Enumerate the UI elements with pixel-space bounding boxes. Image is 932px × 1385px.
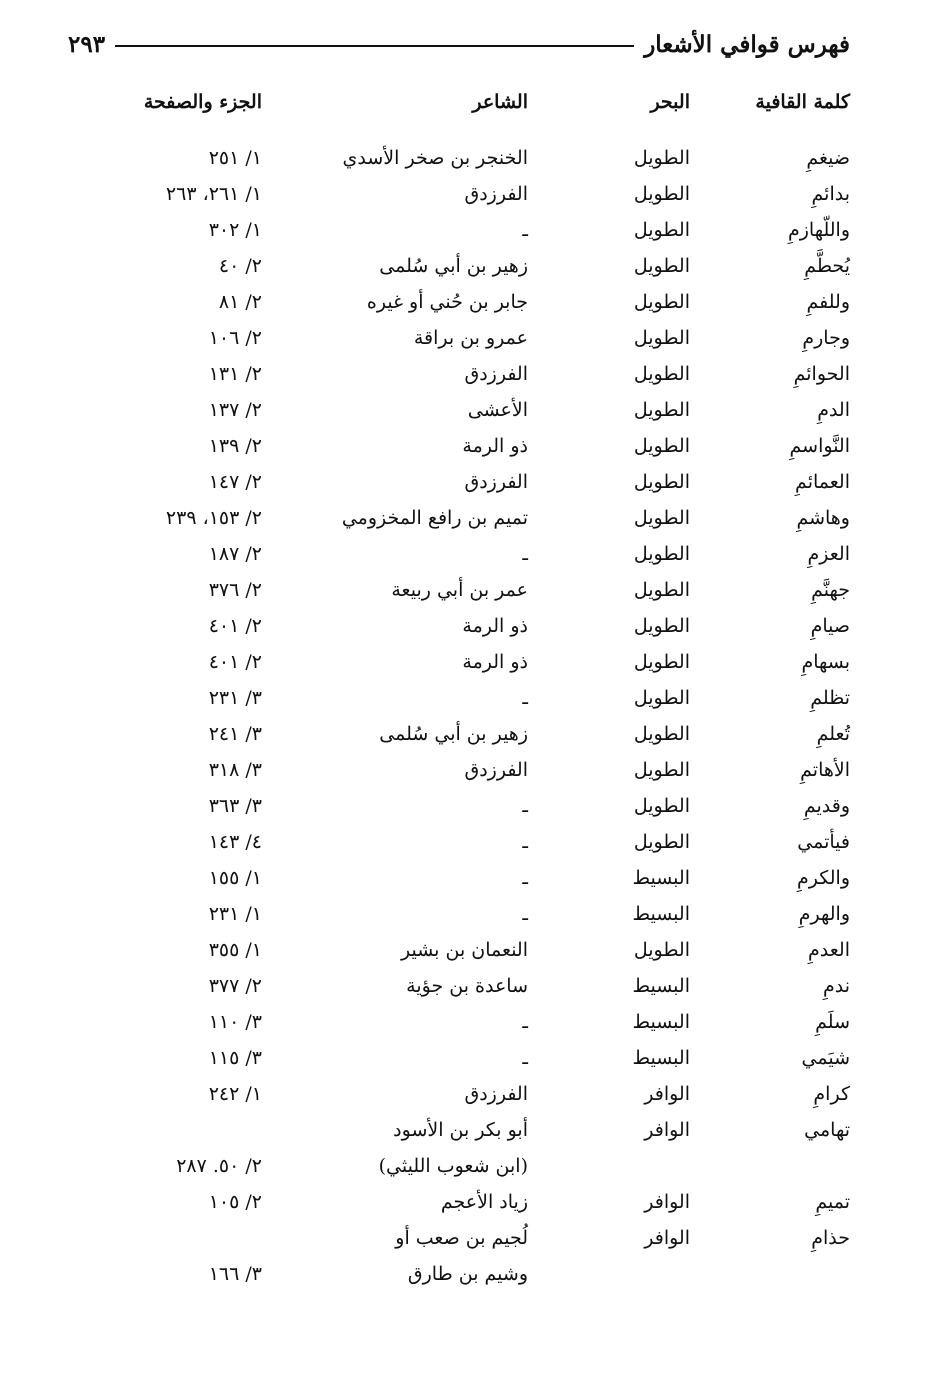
volume-page: ٢/ ١٠٦: [208, 327, 262, 349]
rhyme-word: تظلمِ: [810, 687, 850, 709]
meter: الطويل: [633, 327, 690, 349]
table-row: [0, 932, 932, 968]
poet: زهير بن أبي سُلمى: [379, 255, 528, 277]
rhyme-word: يُحطَّمِ: [804, 255, 850, 277]
poet: ـ: [522, 219, 528, 241]
table-row: [0, 1076, 932, 1112]
poet: ـ: [522, 543, 528, 565]
table-row: [0, 680, 932, 716]
poet: ذو الرمة: [462, 651, 528, 673]
running-head: [68, 26, 850, 62]
meter: الطويل: [633, 795, 690, 817]
table-row: [0, 248, 932, 284]
volume-page: ٢/ ٤٠: [218, 255, 262, 277]
poet: ـ: [522, 1047, 528, 1069]
poet: زهير بن أبي سُلمى: [379, 723, 528, 745]
volume-page: ٣/ ٢٤١: [208, 723, 262, 745]
table-row: [0, 1112, 932, 1148]
poet: الخنجر بن صخر الأسدي: [342, 147, 528, 169]
poet: ذو الرمة: [462, 435, 528, 457]
poet: الفرزدق: [464, 363, 528, 385]
table-row: [0, 1220, 932, 1256]
rhyme-word: جهنَّمِ: [811, 579, 850, 601]
poet: زياد الأعجم: [440, 1191, 528, 1213]
volume-page: ٢/ ٥٠. ٢٨٧: [176, 1155, 262, 1177]
meter: البسيط: [632, 1011, 690, 1033]
volume-page: ٢/ ١٤٧: [208, 471, 262, 493]
rhyme-word: العمائمِ: [795, 471, 850, 493]
meter: الطويل: [633, 399, 690, 421]
meter: البسيط: [632, 903, 690, 925]
column-header-meter: البحر: [650, 91, 690, 113]
table-row: [0, 1256, 932, 1292]
meter: الطويل: [633, 579, 690, 601]
meter: الوافر: [644, 1227, 690, 1249]
volume-page: ٣/ ١٦٦: [208, 1263, 262, 1285]
table-row: [0, 896, 932, 932]
volume-page: ٢/ ١٣١: [208, 363, 262, 385]
volume-page: ١/ ٢٣١: [208, 903, 262, 925]
meter: الطويل: [633, 831, 690, 853]
volume-page: ١/ ١٥٥: [208, 867, 262, 889]
table-row: [0, 572, 932, 608]
table-row: [0, 968, 932, 1004]
rhyme-word: صيامِ: [810, 615, 850, 637]
rhyme-word: فيأتمي: [797, 831, 850, 853]
poet: الفرزدق: [464, 183, 528, 205]
table-row: [0, 860, 932, 896]
rhyme-word: العزمِ: [807, 543, 850, 565]
meter: الطويل: [633, 183, 690, 205]
table-row: [0, 212, 932, 248]
volume-page: ٢/ ١٠٥: [208, 1191, 262, 1213]
poet: ـ: [522, 867, 528, 889]
column-header-poet: الشاعر: [472, 91, 528, 113]
volume-page: ٢/ ٨١: [218, 291, 262, 313]
volume-page: ١/ ٢٥١: [208, 147, 262, 169]
table-row: [0, 140, 932, 176]
table-body: [0, 140, 932, 1292]
table-row: [0, 788, 932, 824]
table-row: [0, 356, 932, 392]
running-title: فهرس قوافي الأشعار: [644, 30, 850, 58]
poet: ـ: [522, 831, 528, 853]
table-row: [0, 464, 932, 500]
volume-page: ٤/ ١٤٣: [208, 831, 262, 853]
table-row: [0, 428, 932, 464]
meter: الطويل: [633, 651, 690, 673]
poet: وشيم بن طارق: [407, 1263, 528, 1285]
volume-page: ٢/ ٣٧٧: [208, 975, 262, 997]
column-header-rhyme: كلمة القافية: [755, 91, 850, 113]
meter: الطويل: [633, 147, 690, 169]
poet: ـ: [522, 795, 528, 817]
poet: عمر بن أبي ربيعة: [391, 579, 528, 601]
rhyme-word: وهاشمِ: [796, 507, 850, 529]
meter: الطويل: [633, 507, 690, 529]
meter: الطويل: [633, 219, 690, 241]
rhyme-word: تهامي: [804, 1119, 850, 1141]
table-row: [0, 824, 932, 860]
table-row: [0, 1184, 932, 1220]
table-row: [0, 500, 932, 536]
rhyme-word: وجارمِ: [802, 327, 850, 349]
volume-page: ٣/ ٢٣١: [208, 687, 262, 709]
rhyme-word: ندمِ: [822, 975, 850, 997]
header-rule: [115, 45, 634, 47]
table-row: [0, 536, 932, 572]
meter: الطويل: [633, 939, 690, 961]
page-number: ٢٩٣: [68, 30, 106, 58]
rhyme-word: الأهاتمِ: [800, 759, 850, 781]
meter: الطويل: [633, 471, 690, 493]
table-row: [0, 1148, 932, 1184]
volume-page: ٢/ ١٥٣، ٢٣٩: [165, 507, 262, 529]
table-row: [0, 608, 932, 644]
poet: جابر بن حُني أو غيره: [366, 291, 528, 313]
volume-page: ١/ ٣٥٥: [208, 939, 262, 961]
poet: تميم بن رافع المخزومي: [341, 507, 528, 529]
rhyme-word: كرامِ: [813, 1083, 850, 1105]
meter: الطويل: [633, 723, 690, 745]
poet: عمرو بن براقة: [413, 327, 528, 349]
table-row: [0, 752, 932, 788]
poet: (ابن شعوب الليثي): [378, 1155, 528, 1177]
meter: الطويل: [633, 615, 690, 637]
poet: ـ: [522, 687, 528, 709]
table-row: [0, 176, 932, 212]
meter: البسيط: [632, 975, 690, 997]
poet: ـ: [522, 1011, 528, 1033]
poet: الفرزدق: [464, 471, 528, 493]
table-header-row: [0, 82, 932, 122]
rhyme-word: تُعلمِ: [816, 723, 850, 745]
rhyme-word: الدمِ: [817, 399, 850, 421]
poet: ساعدة بن جؤية: [406, 975, 528, 997]
volume-page: ٣/ ١١٠: [208, 1011, 262, 1033]
poet: أبو بكر بن الأسود: [393, 1119, 528, 1141]
volume-page: ٢/ ٤٠١: [208, 615, 262, 637]
meter: الطويل: [633, 363, 690, 385]
rhyme-word: العدمِ: [808, 939, 850, 961]
volume-page: ١/ ٣٠٢: [208, 219, 262, 241]
rhyme-word: بسهامِ: [801, 651, 850, 673]
table-row: [0, 1004, 932, 1040]
rhyme-word: والهرمِ: [798, 903, 850, 925]
meter: الطويل: [633, 435, 690, 457]
meter: الطويل: [633, 255, 690, 277]
poet: الأعشى: [467, 399, 528, 421]
rhyme-word: تميمِ: [815, 1191, 850, 1213]
volume-page: ٢/ ١٣٧: [208, 399, 262, 421]
volume-page: ٣/ ٣٦٣: [208, 795, 262, 817]
meter: الطويل: [633, 759, 690, 781]
volume-page: ٢/ ٣٧٦: [208, 579, 262, 601]
poet: الفرزدق: [464, 1083, 528, 1105]
meter: الوافر: [644, 1119, 690, 1141]
poet: لُجيم بن صعب أو: [395, 1227, 528, 1249]
rhyme-word: حذامِ: [811, 1227, 850, 1249]
rhyme-word: واللّهازمِ: [787, 219, 850, 241]
volume-page: ١/ ٢٦١، ٢٦٣: [165, 183, 262, 205]
poet: ذو الرمة: [462, 615, 528, 637]
poet: ـ: [522, 903, 528, 925]
rhyme-word: والكرمِ: [797, 867, 850, 889]
volume-page: ٣/ ١١٥: [208, 1047, 262, 1069]
rhyme-word: وللفمِ: [806, 291, 850, 313]
poet: الفرزدق: [464, 759, 528, 781]
rhyme-word: النَّواسمِ: [789, 435, 850, 457]
meter: البسيط: [632, 1047, 690, 1069]
volume-page: ٢/ ١٣٩: [208, 435, 262, 457]
volume-page: ٣/ ٣١٨: [208, 759, 262, 781]
table-row: [0, 392, 932, 428]
volume-page: ٢/ ٤٠١: [208, 651, 262, 673]
rhyme-word: سلَمِ: [815, 1011, 850, 1033]
table-row: [0, 644, 932, 680]
meter: الوافر: [644, 1191, 690, 1213]
volume-page: ١/ ٢٤٢: [208, 1083, 262, 1105]
meter: الطويل: [633, 291, 690, 313]
meter: البسيط: [632, 867, 690, 889]
rhyme-word: الحوائمِ: [793, 363, 850, 385]
rhyme-word: شيَمي: [801, 1047, 850, 1069]
table-row: [0, 1040, 932, 1076]
poet: النعمان بن بشير: [401, 939, 528, 961]
meter: الطويل: [633, 687, 690, 709]
table-row: [0, 320, 932, 356]
rhyme-word: بدائمِ: [811, 183, 850, 205]
rhyme-word: ضيغمِ: [806, 147, 850, 169]
meter: الوافر: [644, 1083, 690, 1105]
column-header-volume-page: الجزء والصفحة: [143, 91, 262, 113]
volume-page: ٢/ ١٨٧: [208, 543, 262, 565]
rhyme-index-table: [0, 82, 932, 1292]
rhyme-word: وقديمِ: [803, 795, 850, 817]
table-row: [0, 284, 932, 320]
table-row: [0, 716, 932, 752]
meter: الطويل: [633, 543, 690, 565]
